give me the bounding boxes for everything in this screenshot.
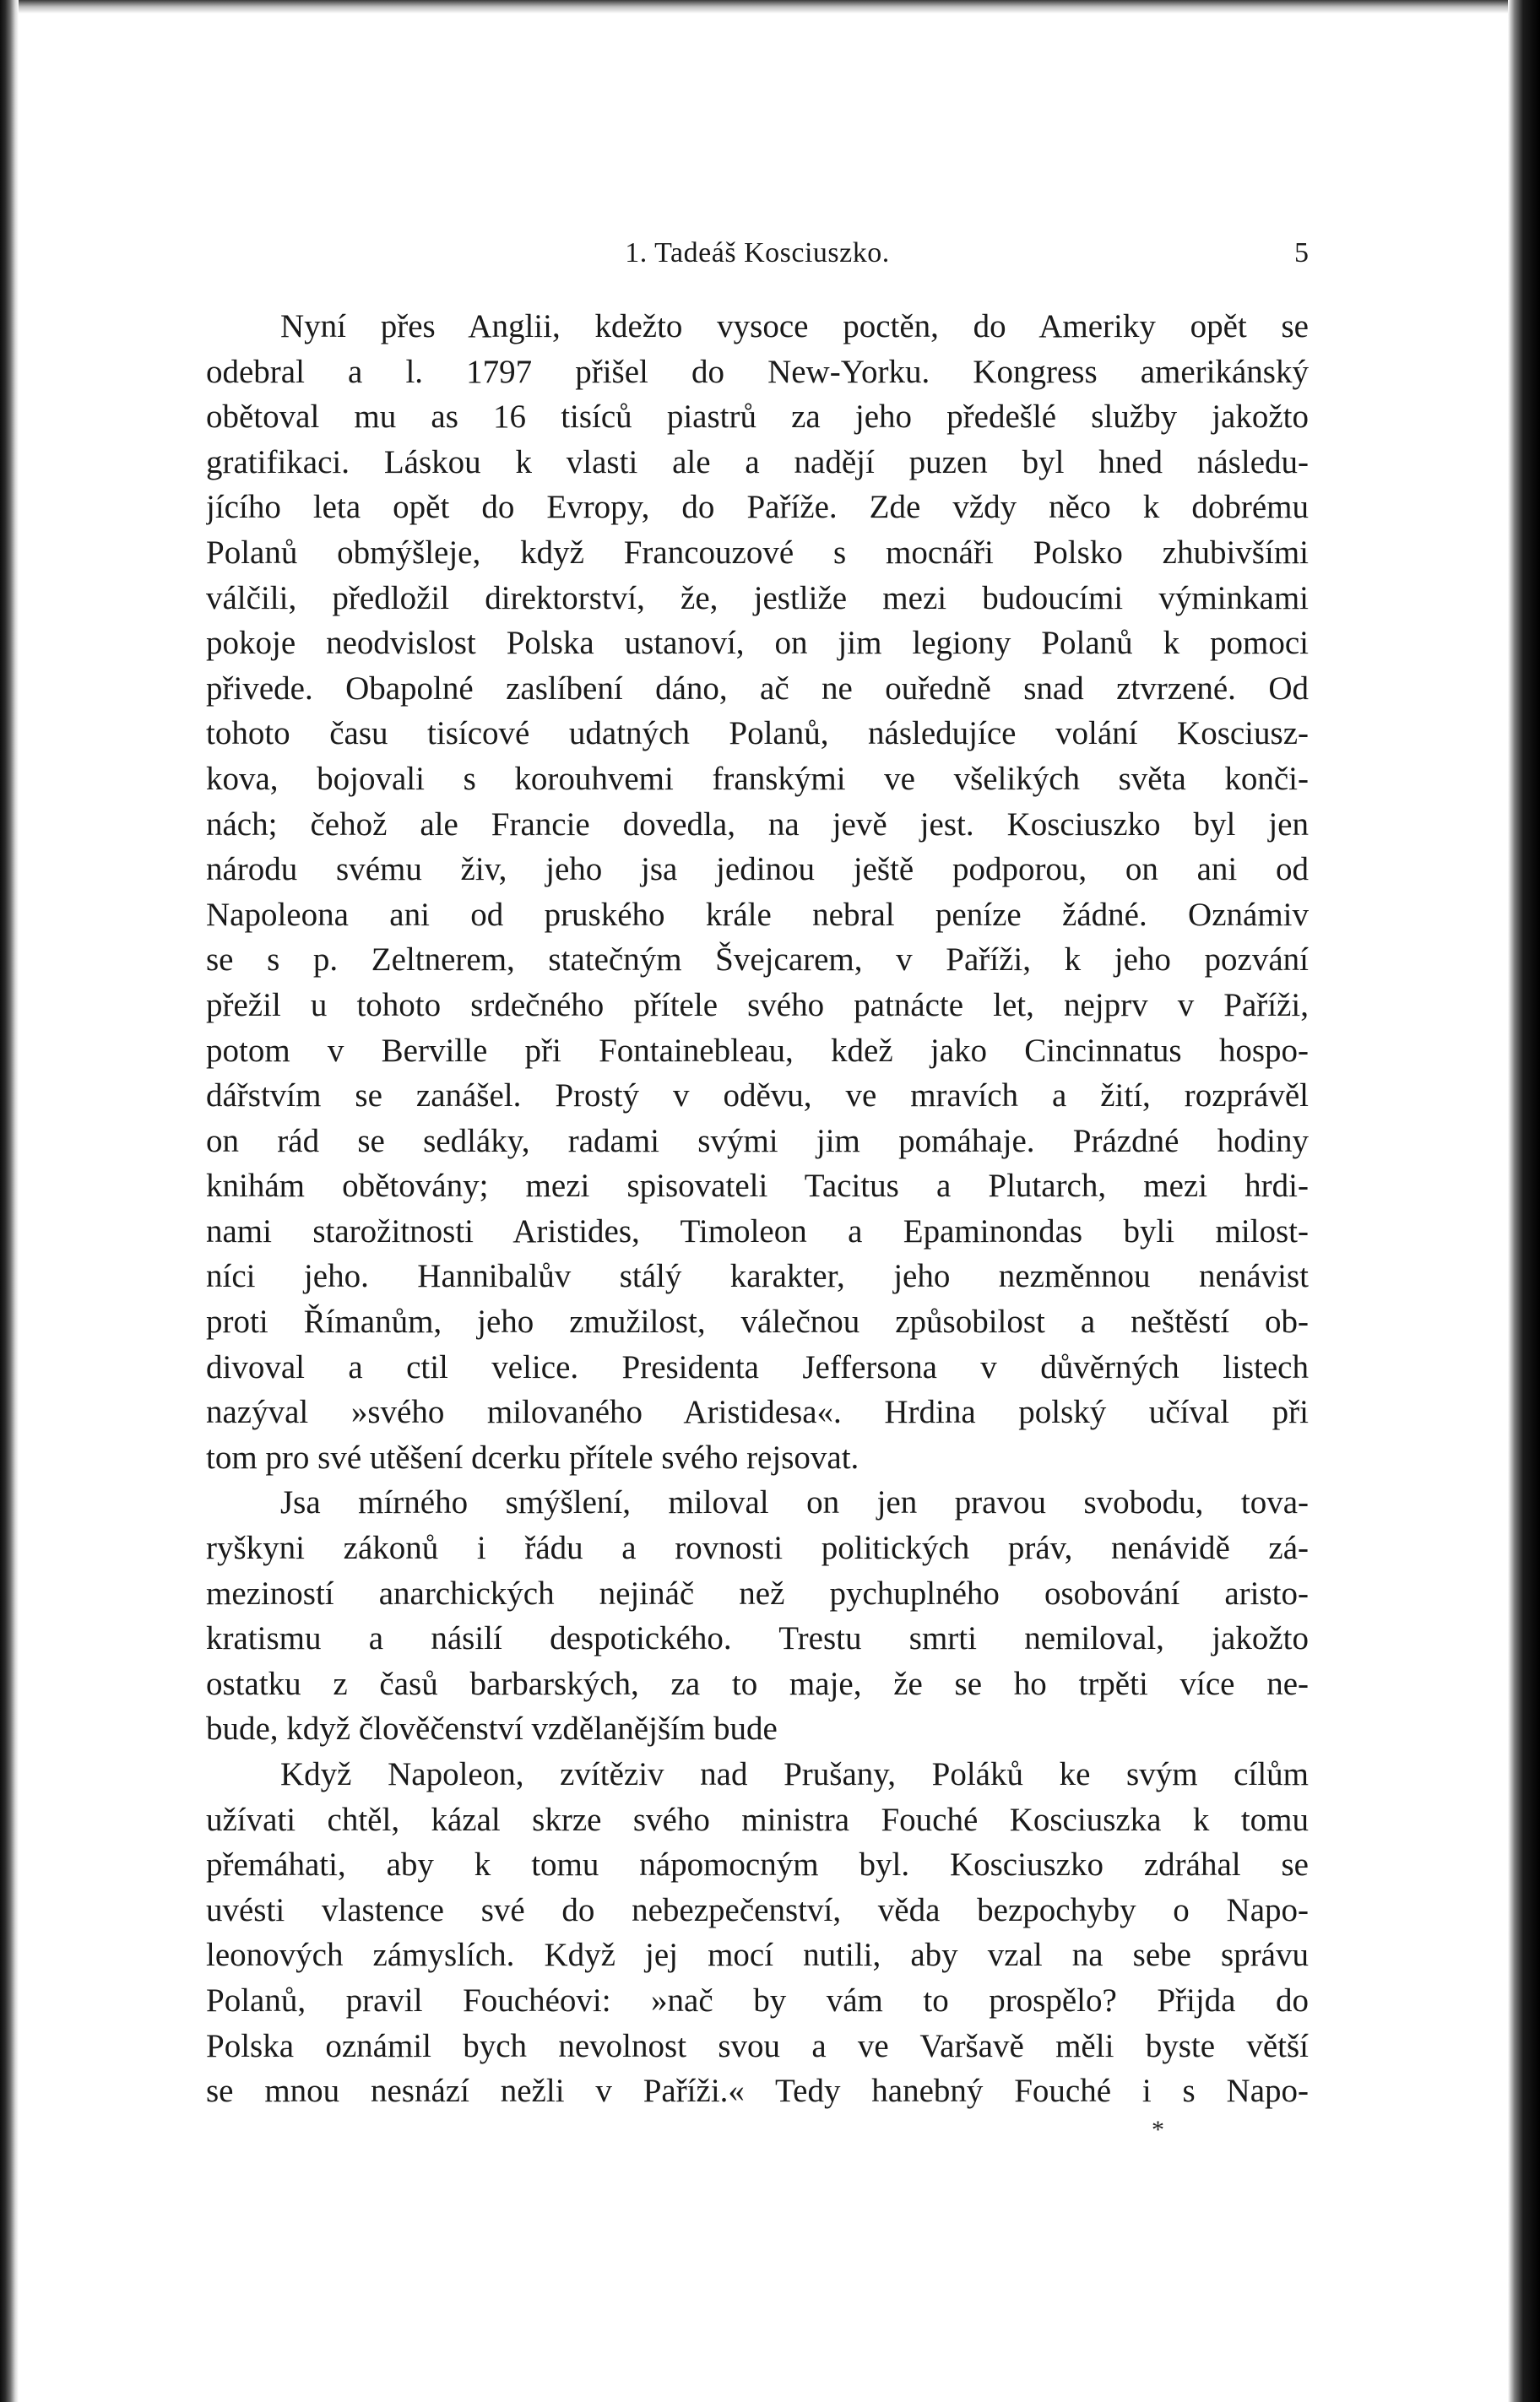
text-line: uvésti vlastence své do nebezpečenství, věda bezpochyby o Napo- — [206, 1891, 1309, 1928]
page-number: 5 — [1294, 237, 1309, 268]
scan-edge-top — [0, 0, 1540, 14]
scan-edge-left — [0, 0, 19, 2402]
text-line: bude, když člověčenství vzdělanějším bude — [206, 1711, 778, 1748]
text-line: nách; čehož ale Francie dovedla, na jevě jest. Kosciuszko byl jen — [206, 805, 1309, 843]
text-line: nazýval »svého milovaného Aristidesa«. Hrdina polský učíval při — [206, 1394, 1309, 1431]
text-line: níci jeho. Hannibalův stálý karakter, jeho nezměnnou nenávist — [206, 1258, 1309, 1295]
text-line: tohoto času tisícové udatných Polanů, následujíce volání Kosciusz- — [206, 715, 1309, 752]
text-line: kratismu a násilí despotického. Trestu smrti nemiloval, jakožto — [206, 1620, 1309, 1657]
text-line: Jsa mírného smýšlení, miloval on jen pravou svobodu, tova- — [280, 1484, 1309, 1521]
text-line: se s p. Zeltnerem, statečným Švejcarem, v Paříži, k jeho pozvání — [206, 941, 1309, 979]
text-line: Napoleona ani od pruského krále nebral peníze žádné. Oznámiv — [206, 896, 1309, 933]
text-line: přežil u tohoto srdečného přítele svého patnácte let, nejprv v Paříži, — [206, 986, 1309, 1023]
text-line: jícího leta opět do Evropy, do Paříže. Zde vždy něco k dobrému — [206, 489, 1309, 526]
text-line: válčili, předložil direktorství, že, jestliže mezi budoucími výminkami — [206, 579, 1309, 616]
text-line: Nyní přes Anglii, kdežto vysoce poctěn, do Ameriky opět se — [280, 308, 1309, 344]
text-line: národu svému živ, jeho jsa jedinou ještě podporou, on ani od — [206, 851, 1309, 888]
text-line: potom v Berville při Fontainebleau, kdež jako Cincinnatus hospo- — [206, 1032, 1309, 1069]
text-line: tom pro své utěšení dcerku přítele svého rejsovat. — [206, 1439, 859, 1476]
text-line: meziností anarchických nejináč než pychuplného osobování aristo- — [206, 1575, 1309, 1612]
text-line: Polska oznámil bych nevolnost svou a ve Varšavě měli byste větší — [206, 2027, 1309, 2064]
text-line: on rád se sedláky, radami svými jim pomáhaje. Prázdné hodiny — [206, 1122, 1309, 1159]
running-head — [206, 228, 1309, 279]
running-title: 1. Tadeáš Kosciuszko. — [625, 237, 890, 268]
body-text — [206, 304, 1309, 2114]
text-line: se mnou nesnází nežli v Paříži.« Tedy hanebný Fouché i s Napo- — [206, 2073, 1309, 2110]
scan-edge-right — [1508, 0, 1540, 2402]
signature-mark: * — [1152, 2116, 1164, 2144]
text-line: dářstvím se zanášel. Prostý v oděvu, ve mravích a žití, rozprávěl — [206, 1077, 1309, 1114]
text-line: kova, bojovali s korouhvemi franskými ve všelikých světa konči- — [206, 760, 1309, 797]
text-line: knihám obětovány; mezi spisovateli Tacitus a Plutarch, mezi hrdi- — [206, 1168, 1309, 1205]
text-line: užívati chtěl, kázal skrze svého ministra Fouché Kosciuszka k tomu — [206, 1801, 1309, 1838]
text-line: leonových zámyslích. Když jej mocí nutili, aby vzal na sebe správu — [206, 1937, 1309, 1974]
text-line: nami starožitnosti Aristides, Timoleon a Epaminondas byli milost- — [206, 1212, 1309, 1250]
text-line: gratifikaci. Láskou k vlasti ale a nadějí puzen byl hned následu- — [206, 443, 1309, 480]
text-line: Polanů, pravil Fouchéovi: »nač by vám to prospělo? Přijda do — [206, 1982, 1309, 2019]
text-line: odebral a l. 1797 přišel do New-Yorku. Kongress amerikánský — [206, 353, 1309, 390]
text-line: ostatku z časů barbarských, za to maje, že se ho trpěti více ne- — [206, 1665, 1309, 1702]
text-line: obětoval mu as 16 tisíců piastrů za jeho předešlé služby jakožto — [206, 399, 1309, 436]
text-line: pokoje neodvislost Polska ustanoví, on jim legiony Polanů k pomoci — [206, 625, 1309, 662]
text-line: přivede. Obapolné zaslíbení dáno, ač ne ouředně snad ztvrzené. Od — [206, 670, 1309, 707]
text-line: přemáhati, aby k tomu nápomocným byl. Kosciuszko zdráhal se — [206, 1846, 1309, 1884]
text-line: Polanů obmýšleje, když Francouzové s mocnáři Polsko zhubivšími — [206, 534, 1309, 571]
text-line: ryškyni zákonů i řádu a rovnosti politických práv, nenávidě zá- — [206, 1530, 1309, 1567]
text-line: divoval a ctil velice. Presidenta Jeffersona v důvěrných listech — [206, 1348, 1309, 1385]
text-line: proti Římanům, jeho zmužilost, válečnou způsobilost a neštěstí ob- — [206, 1304, 1309, 1341]
text-line: Když Napoleon, zvítěziv nad Prušany, Poláků ke svým cílům — [280, 1756, 1309, 1792]
